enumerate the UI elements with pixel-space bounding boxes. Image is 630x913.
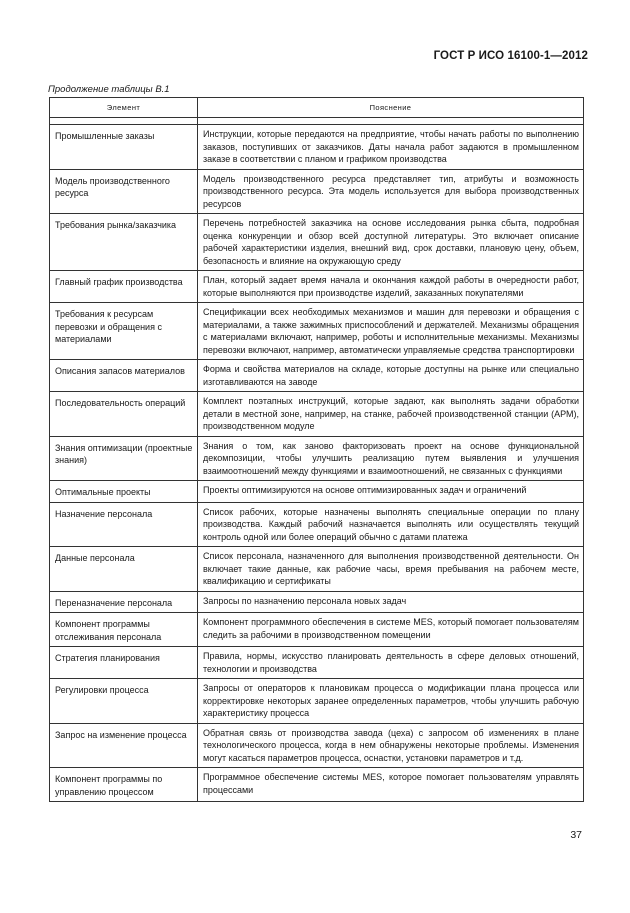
table-row — [50, 169, 584, 214]
table-row — [50, 303, 584, 360]
element-cell: Описания запасов материалов — [50, 360, 198, 392]
element-cell: Переназначение персонала — [50, 591, 198, 613]
explanation-cell: Программное обеспечение системы MES, которое помогает пользователям управлять процессами — [198, 768, 584, 802]
standard-header: ГОСТ Р ИСО 16100-1—2012 — [433, 50, 588, 62]
explanation-cell: Инструкции, которые передаются на предприятие, чтобы начать работы по выполнению заказов, поступивших от заказчиков. Даты начала работ задаются в промышленном заказе в соответствии с планом и графиком производства — [198, 125, 584, 170]
table-row — [50, 768, 584, 802]
explanation-cell: Компонент программного обеспечения в системе MES, который помогает пользователям следить за рабочими в производственном помещении — [198, 613, 584, 647]
column-header-element: Элемент — [50, 98, 198, 118]
table-row — [50, 591, 584, 613]
header-spacer-row — [50, 118, 584, 125]
explanation-cell: Обратная связь от производства завода (цеха) с запросом об изменениях в плане технологического процесса, когда в нем обнаружены некоторые проблемы. Изменения могут касаться параметров процесса, оснастки, установки параметров и т.д. — [198, 723, 584, 768]
element-cell: Модель производственного ресурса — [50, 169, 198, 214]
explanation-cell: Модель производственного ресурса представляет тип, атрибуты и возможность производственного ресурса. Эта модель используется для выбора производственных ресурсов — [198, 169, 584, 214]
table-row — [50, 360, 584, 392]
table-row — [50, 481, 584, 503]
explanation-cell: Запросы от операторов к плановикам процесса о модификации плана процесса или корректировке некоторых заранее определенных параметров, чтобы улучшить рабочую характеристику процесса — [198, 679, 584, 724]
table-header-row — [50, 98, 584, 118]
table-row — [50, 214, 584, 271]
table-row — [50, 613, 584, 647]
explanation-cell: Форма и свойства материалов на складе, которые доступны на рынке или специально изготавливаются на заводе — [198, 360, 584, 392]
explanation-cell: Правила, нормы, искусство планировать деятельность в сфере деловых отношений, технологии и производства — [198, 647, 584, 679]
table-row — [50, 125, 584, 170]
element-cell: Последовательность операций — [50, 392, 198, 437]
table-row — [50, 271, 584, 303]
table-row — [50, 502, 584, 547]
explanation-cell: Знания о том, как заново факторизовать проект на основе функциональной декомпозиции, чтобы улучшить реализацию путем выявления и улучшения взаимоотношений между функциями и взаимоотношений, не связанных с функциями — [198, 436, 584, 481]
element-cell: Стратегия планирования — [50, 647, 198, 679]
table-row — [50, 679, 584, 724]
element-cell: Запрос на изменение процесса — [50, 723, 198, 768]
table-row — [50, 723, 584, 768]
explanation-cell: Спецификации всех необходимых механизмов и машин для перевозки и обращения с материалами, а также зажимных приспособлений и держателей. Механизмы обращения с материалами включают, например, роботы и исполнительные механизмы. Механизмы перевозки включают, например, автоматически управляемые средства транспортировки — [198, 303, 584, 360]
table-row — [50, 392, 584, 437]
column-header-explanation: Пояснение — [198, 98, 584, 118]
element-cell: Компонент программы по управлению процессом — [50, 768, 198, 802]
table-row — [50, 547, 584, 592]
table-row — [50, 436, 584, 481]
element-cell: Регулировки процесса — [50, 679, 198, 724]
explanation-cell: Запросы по назначению персонала новых задач — [198, 591, 584, 613]
element-cell: Требования рынка/заказчика — [50, 214, 198, 271]
explanation-cell: Перечень потребностей заказчика на основе исследования рынка сбыта, подробная оценка конкуренции и обзор всей доступной литературы. Это включает описание рабочей характеристики изделия, внешний вид, срок доставки, плановую цену, объем, безопасность и влияние на окружающую среду — [198, 214, 584, 271]
explanation-cell: Комплект поэтапных инструкций, которые задают, как выполнять задачи обработки детали в местной зоне, например, на станке, рабочей производственной станции (АРМ), производственном модуле — [198, 392, 584, 437]
table-row — [50, 647, 584, 679]
element-cell: Компонент программы отслеживания персонала — [50, 613, 198, 647]
element-cell: Главный график производства — [50, 271, 198, 303]
explanation-cell: Список персонала, назначенного для выполнения производственной деятельности. Он включает такие данные, как рабочие часы, время пребывания на рабочем месте, квалификацию и сертификаты — [198, 547, 584, 592]
explanation-cell: Список рабочих, которые назначены выполнять специальные операции по плану производства. Каждый рабочий назначается выполнять или осуществлять текущий контроль одной или более операций обычно с датами платежа — [198, 502, 584, 547]
explanation-cell: Проекты оптимизируются на основе оптимизированных задач и ограничений — [198, 481, 584, 503]
element-cell: Оптимальные проекты — [50, 481, 198, 503]
element-cell: Требования к ресурсам перевозки и обращения с материалами — [50, 303, 198, 360]
explanation-cell: План, который задает время начала и окончания каждой работы в очередности работ, которые выполняются при производстве изделий, заказанных покупателями — [198, 271, 584, 303]
element-cell: Промышленные заказы — [50, 125, 198, 170]
element-cell: Знания оптимизации (проектные знания) — [50, 436, 198, 481]
element-cell: Назначение персонала — [50, 502, 198, 547]
table-caption: Продолжение таблицы В.1 — [48, 84, 170, 95]
element-cell: Данные персонала — [50, 547, 198, 592]
definitions-table — [49, 97, 584, 802]
page-number: 37 — [570, 829, 582, 841]
